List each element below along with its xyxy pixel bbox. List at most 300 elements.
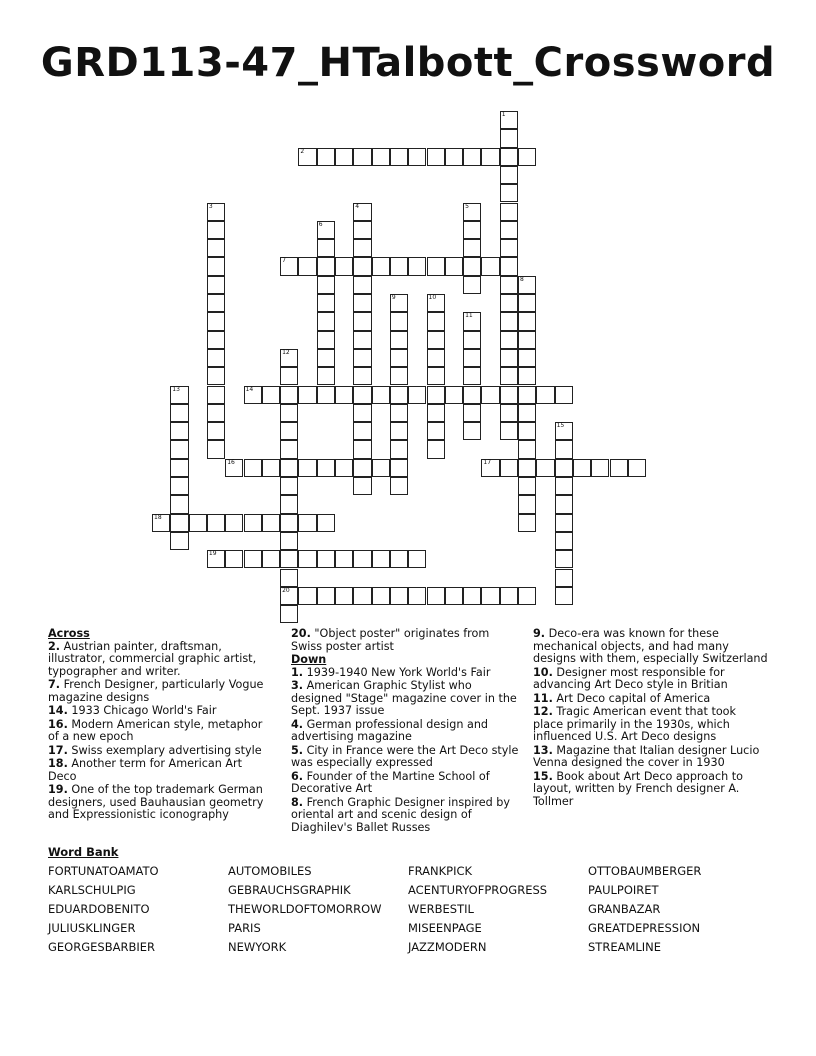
crossword-cell[interactable] xyxy=(280,495,298,513)
crossword-cell[interactable] xyxy=(317,349,335,367)
crossword-cell[interactable] xyxy=(518,367,536,385)
clue-number-label: 19. xyxy=(48,783,68,796)
crossword-cell[interactable] xyxy=(170,386,188,404)
crossword-cell[interactable] xyxy=(170,477,188,495)
crossword-cell[interactable] xyxy=(298,514,316,532)
crossword-cell[interactable] xyxy=(408,550,426,568)
crossword-cell[interactable] xyxy=(353,459,371,477)
crossword-cell[interactable] xyxy=(317,294,335,312)
clue-number-label: 9. xyxy=(533,627,546,640)
crossword-cell[interactable] xyxy=(353,422,371,440)
down-clue xyxy=(533,745,769,770)
crossword-cell[interactable] xyxy=(463,404,481,422)
crossword-cell[interactable] xyxy=(445,386,463,404)
clue-text: German professional design and advertising magazine xyxy=(291,717,489,743)
crossword-cell[interactable] xyxy=(317,386,335,404)
clue-number: 19 xyxy=(208,550,217,558)
crossword-cell[interactable] xyxy=(372,257,390,275)
crossword-cell[interactable] xyxy=(280,440,298,458)
crossword-cell[interactable] xyxy=(298,587,316,605)
crossword-cell[interactable] xyxy=(317,367,335,385)
crossword-cell[interactable] xyxy=(298,386,316,404)
crossword-cell[interactable] xyxy=(518,386,536,404)
crossword-cell[interactable] xyxy=(170,495,188,513)
crossword-cell[interactable] xyxy=(500,166,518,184)
clue-number: 9 xyxy=(391,294,396,301)
crossword-cell[interactable] xyxy=(280,257,298,275)
clue-number-label: 4. xyxy=(291,717,304,731)
crossword-cell[interactable] xyxy=(390,386,408,404)
word-bank-item: PARIS xyxy=(228,921,261,935)
crossword-cell[interactable] xyxy=(427,386,445,404)
crossword-cell[interactable] xyxy=(463,587,481,605)
crossword-cell[interactable] xyxy=(500,294,518,312)
crossword-cell[interactable] xyxy=(518,331,536,349)
crossword-cell[interactable] xyxy=(280,404,298,422)
crossword-cell[interactable] xyxy=(335,386,353,404)
word-bank-item: JULIUSKLINGER xyxy=(48,921,136,935)
crossword-cell[interactable] xyxy=(152,514,170,532)
clue-number: 6 xyxy=(318,220,323,228)
clues-column-right xyxy=(533,628,769,809)
clue-number: 17 xyxy=(483,458,492,466)
crossword-cell[interactable] xyxy=(262,459,280,477)
crossword-cell[interactable] xyxy=(500,404,518,422)
crossword-cell[interactable] xyxy=(280,386,298,404)
crossword-cell[interactable] xyxy=(353,550,371,568)
crossword-cell[interactable] xyxy=(390,331,408,349)
clue-number-label: 18. xyxy=(48,757,68,770)
crossword-cell[interactable] xyxy=(463,221,481,239)
crossword-cell[interactable] xyxy=(427,257,445,275)
clue-number: 3 xyxy=(208,202,213,210)
crossword-cell[interactable] xyxy=(500,221,518,239)
crossword-cell[interactable] xyxy=(500,312,518,330)
crossword-cell[interactable] xyxy=(280,550,298,568)
crossword-cell[interactable] xyxy=(372,386,390,404)
crossword-cell[interactable] xyxy=(518,422,536,440)
crossword-cell[interactable] xyxy=(225,550,243,568)
crossword-cell[interactable] xyxy=(427,367,445,385)
crossword-cell[interactable] xyxy=(390,148,408,166)
crossword-cell[interactable] xyxy=(427,587,445,605)
crossword-cell[interactable] xyxy=(481,257,499,275)
crossword-cell[interactable] xyxy=(500,367,518,385)
page-title: GRD113-47_HTalbott_Crossword xyxy=(40,40,776,86)
crossword-cell[interactable] xyxy=(500,422,518,440)
crossword-cell[interactable] xyxy=(628,459,646,477)
crossword-cell[interactable] xyxy=(207,550,225,568)
crossword-cell[interactable] xyxy=(463,312,481,330)
crossword-cell[interactable] xyxy=(372,459,390,477)
crossword-cell[interactable] xyxy=(463,239,481,257)
word-bank-item: GEORGESBARBIER xyxy=(48,940,155,954)
crossword-cell[interactable] xyxy=(427,404,445,422)
clue-text: 1933 Chicago World's Fair xyxy=(71,704,217,717)
clue-number: 8 xyxy=(520,275,524,283)
crossword-cell[interactable] xyxy=(207,312,225,330)
crossword-cell[interactable] xyxy=(500,239,518,257)
crossword-cell[interactable] xyxy=(207,294,225,312)
clue-number: 18 xyxy=(154,513,162,521)
clue-number: 2 xyxy=(300,147,305,155)
crossword-cell[interactable] xyxy=(555,514,573,532)
crossword-cell[interactable] xyxy=(317,257,335,275)
crossword-cell[interactable] xyxy=(207,349,225,367)
crossword-cell[interactable] xyxy=(280,422,298,440)
crossword-cell[interactable] xyxy=(500,459,518,477)
clue-text: Deco-era was known for these mechanical objects, and had many designs with them, especially Switzerland xyxy=(533,627,768,665)
crossword-cell[interactable] xyxy=(518,514,536,532)
crossword-cell[interactable] xyxy=(481,148,499,166)
clue-number: 10 xyxy=(428,294,437,301)
clue-number-label: 11. xyxy=(533,691,553,705)
crossword-cell[interactable] xyxy=(317,587,335,605)
clue-number-label: 16. xyxy=(48,717,68,731)
crossword-cell[interactable] xyxy=(427,312,445,330)
crossword-cell[interactable] xyxy=(170,440,188,458)
clue-text: Book about Art Deco approach to layout, written by French designer A. Tollmer xyxy=(533,769,744,808)
clue-number-label: 15. xyxy=(533,769,553,783)
crossword-cell[interactable] xyxy=(207,367,225,385)
crossword-cell[interactable] xyxy=(353,587,371,605)
crossword-cell[interactable] xyxy=(390,477,408,495)
crossword-cell[interactable] xyxy=(353,386,371,404)
crossword-cell[interactable] xyxy=(463,349,481,367)
crossword-cell[interactable] xyxy=(317,239,335,257)
word-bank-item: AUTOMOBILES xyxy=(228,864,312,878)
crossword-cell[interactable] xyxy=(427,148,445,166)
crossword-cell[interactable] xyxy=(317,331,335,349)
crossword-cell[interactable] xyxy=(170,404,188,422)
crossword-cell[interactable] xyxy=(207,276,225,294)
clue-text: Magazine that Italian designer Lucio Venna designed the cover in 1930 xyxy=(533,743,760,769)
crossword-cell[interactable] xyxy=(280,587,298,605)
crossword-cell[interactable] xyxy=(610,459,628,477)
crossword-cell[interactable] xyxy=(390,440,408,458)
crossword-cell[interactable] xyxy=(463,422,481,440)
crossword-cell[interactable] xyxy=(335,587,353,605)
crossword-cell[interactable] xyxy=(463,276,481,294)
crossword-cell[interactable] xyxy=(500,587,518,605)
clue-text: Another term for American Art Deco xyxy=(48,757,242,783)
crossword-cell[interactable] xyxy=(555,440,573,458)
crossword-cell[interactable] xyxy=(445,587,463,605)
crossword-cell[interactable] xyxy=(500,276,518,294)
crossword-cell[interactable] xyxy=(280,367,298,385)
crossword-cell[interactable] xyxy=(280,532,298,550)
crossword-cell[interactable] xyxy=(463,203,481,221)
crossword-cell[interactable] xyxy=(463,367,481,385)
crossword-cell[interactable] xyxy=(500,129,518,147)
crossword-cell[interactable] xyxy=(207,331,225,349)
crossword-cell[interactable] xyxy=(207,440,225,458)
crossword-cell[interactable] xyxy=(280,477,298,495)
crossword-cell[interactable] xyxy=(353,294,371,312)
crossword-cell[interactable] xyxy=(244,514,262,532)
word-bank-item: THEWORLDOFTOMORROW xyxy=(228,902,382,916)
crossword-cell[interactable] xyxy=(170,514,188,532)
across-clue xyxy=(291,628,521,653)
down-clue xyxy=(291,745,521,770)
word-bank-item: STREAMLINE xyxy=(588,940,662,954)
word-bank-item: WERBESTIL xyxy=(408,902,474,916)
crossword-cell[interactable] xyxy=(408,257,426,275)
crossword-cell[interactable] xyxy=(518,294,536,312)
crossword-cell[interactable] xyxy=(536,386,554,404)
across-clue xyxy=(48,679,273,704)
clue-text: French Graphic Designer inspired by oriental art and scenic design of Diaghilev's Ballet Russes xyxy=(291,795,511,834)
crossword-cell[interactable] xyxy=(518,404,536,422)
crossword-cell[interactable] xyxy=(207,257,225,275)
word-bank-item: OTTOBAUMBERGER xyxy=(588,864,702,878)
crossword-cell[interactable] xyxy=(408,148,426,166)
down-clue xyxy=(291,667,521,680)
crossword-cell[interactable] xyxy=(317,514,335,532)
crossword-cell[interactable] xyxy=(353,276,371,294)
crossword-cell[interactable] xyxy=(390,404,408,422)
crossword-cell[interactable] xyxy=(207,404,225,422)
crossword-cell[interactable] xyxy=(335,459,353,477)
crossword-cell[interactable] xyxy=(518,349,536,367)
crossword-cell[interactable] xyxy=(317,221,335,239)
crossword-cell[interactable] xyxy=(555,459,573,477)
crossword-cell[interactable] xyxy=(408,386,426,404)
crossword-cell[interactable] xyxy=(427,422,445,440)
crossword-cell[interactable] xyxy=(317,312,335,330)
across-clue xyxy=(48,719,273,744)
crossword-cell[interactable] xyxy=(207,239,225,257)
crossword-cell[interactable] xyxy=(372,148,390,166)
clue-number-label: 8. xyxy=(291,795,304,809)
crossword-cell[interactable] xyxy=(390,550,408,568)
crossword-cell[interactable] xyxy=(555,386,573,404)
crossword-cell[interactable] xyxy=(390,257,408,275)
clue-text: City in France were the Art Deco style was especially expressed xyxy=(291,743,519,769)
crossword-cell[interactable] xyxy=(500,349,518,367)
crossword-cell[interactable] xyxy=(518,477,536,495)
crossword-cell[interactable] xyxy=(170,459,188,477)
crossword-cell[interactable] xyxy=(500,203,518,221)
word-bank-item: JAZZMODERN xyxy=(408,940,487,954)
crossword-cell[interactable] xyxy=(500,184,518,202)
clue-number: 1 xyxy=(501,111,506,118)
crossword-cell[interactable] xyxy=(353,257,371,275)
clue-text: Designer most responsible for advancing Art Deco style in Britian xyxy=(533,665,728,691)
crossword-cell[interactable] xyxy=(390,587,408,605)
crossword-cell[interactable] xyxy=(555,569,573,587)
crossword-cell[interactable] xyxy=(207,514,225,532)
crossword-cell[interactable] xyxy=(280,514,298,532)
crossword-cell[interactable] xyxy=(353,477,371,495)
crossword-cell[interactable] xyxy=(317,276,335,294)
clue-text: Tragic American event that took place primarily in the 1930s, which influenced U.S. Art Deco designs xyxy=(533,705,736,743)
crossword-cell[interactable] xyxy=(225,459,243,477)
clue-number-label: 14. xyxy=(48,704,68,717)
crossword-cell[interactable] xyxy=(390,349,408,367)
clue-number-label: 10. xyxy=(533,665,553,679)
crossword-cell[interactable] xyxy=(244,459,262,477)
crossword-cell[interactable] xyxy=(372,587,390,605)
down-clue xyxy=(291,680,521,718)
crossword-cell[interactable] xyxy=(280,569,298,587)
crossword-cell[interactable] xyxy=(481,459,499,477)
crossword-cell[interactable] xyxy=(353,203,371,221)
clue-text: Modern American style, metaphor of a new epoch xyxy=(48,717,263,743)
crossword-cell[interactable] xyxy=(390,312,408,330)
crossword-cell[interactable] xyxy=(445,148,463,166)
crossword-cell[interactable] xyxy=(262,514,280,532)
clue-number: 4 xyxy=(355,202,360,210)
across-clue xyxy=(48,758,273,783)
crossword-cell[interactable] xyxy=(481,587,499,605)
clue-number-label: 3. xyxy=(291,679,304,692)
clue-number-label: 1. xyxy=(291,665,304,679)
word-bank-item: PAULPOIRET xyxy=(588,883,659,897)
crossword-cell[interactable] xyxy=(390,367,408,385)
word-bank xyxy=(48,864,768,955)
crossword-cell[interactable] xyxy=(317,459,335,477)
crossword-cell[interactable] xyxy=(353,239,371,257)
crossword-cell[interactable] xyxy=(353,404,371,422)
crossword-cell[interactable] xyxy=(353,331,371,349)
crossword-cell[interactable] xyxy=(555,495,573,513)
crossword-cell[interactable] xyxy=(518,459,536,477)
crossword-cell[interactable] xyxy=(280,349,298,367)
crossword-cell[interactable] xyxy=(427,349,445,367)
crossword-cell[interactable] xyxy=(353,440,371,458)
crossword-cell[interactable] xyxy=(317,550,335,568)
word-bank-item: FORTUNATOAMATO xyxy=(48,864,159,878)
crossword-cell[interactable] xyxy=(518,495,536,513)
crossword-cell[interactable] xyxy=(353,148,371,166)
down-clue xyxy=(533,628,769,666)
crossword-cell[interactable] xyxy=(207,203,225,221)
crossword-cell[interactable] xyxy=(262,386,280,404)
clue-text: "Object poster" originates from Swiss poster artist xyxy=(291,627,490,653)
crossword-cell[interactable] xyxy=(427,440,445,458)
crossword-cell[interactable] xyxy=(280,459,298,477)
crossword-cell[interactable] xyxy=(427,294,445,312)
crossword-cell[interactable] xyxy=(500,386,518,404)
crossword-cell[interactable] xyxy=(170,532,188,550)
crossword-cell[interactable] xyxy=(335,550,353,568)
crossword-cell[interactable] xyxy=(317,148,335,166)
crossword-cell[interactable] xyxy=(536,459,554,477)
crossword-cell[interactable] xyxy=(555,587,573,605)
word-bank-item: GREATDEPRESSION xyxy=(588,921,701,935)
crossword-cell[interactable] xyxy=(189,514,207,532)
crossword-cell[interactable] xyxy=(555,532,573,550)
word-bank-item: KARLSCHULPIG xyxy=(48,883,136,897)
crossword-cell[interactable] xyxy=(170,422,188,440)
crossword-cell[interactable] xyxy=(408,587,426,605)
down-clue xyxy=(533,771,769,809)
clue-number-label: 7. xyxy=(48,678,61,691)
clue-number: 13 xyxy=(172,385,180,393)
across-clues-column xyxy=(48,628,273,823)
crossword-cell[interactable] xyxy=(298,550,316,568)
crossword-cell[interactable] xyxy=(518,312,536,330)
across-clue xyxy=(48,641,273,679)
crossword-cell[interactable] xyxy=(463,386,481,404)
clue-number-label: 12. xyxy=(533,705,553,718)
crossword-cell[interactable] xyxy=(463,257,481,275)
crossword-cell[interactable] xyxy=(353,367,371,385)
crossword-cell[interactable] xyxy=(280,605,298,623)
word-bank-item: MISEENPAGE xyxy=(408,921,482,935)
clue-text: Art Deco capital of America xyxy=(556,691,711,705)
crossword-cell[interactable] xyxy=(573,459,591,477)
down-clue xyxy=(291,771,521,796)
down-heading: Down xyxy=(291,653,327,666)
clue-number-label: 17. xyxy=(48,743,68,757)
crossword-cell[interactable] xyxy=(244,386,262,404)
crossword-cell[interactable] xyxy=(463,148,481,166)
crossword-cell[interactable] xyxy=(335,257,353,275)
crossword-cell[interactable] xyxy=(207,221,225,239)
across-clue xyxy=(48,745,273,758)
word-bank-item: EDUARDOBENITO xyxy=(48,902,150,916)
crossword-cell[interactable] xyxy=(353,221,371,239)
crossword-cell[interactable] xyxy=(390,459,408,477)
crossword-cell[interactable] xyxy=(555,477,573,495)
crossword-cell[interactable] xyxy=(427,331,445,349)
across-heading: Across xyxy=(48,627,90,640)
crossword-cell[interactable] xyxy=(555,422,573,440)
clue-text: Swiss exemplary advertising style xyxy=(71,743,262,757)
crossword-cell[interactable] xyxy=(463,331,481,349)
crossword-cell[interactable] xyxy=(591,459,609,477)
clue-text: Founder of the Martine School of Decorative Art xyxy=(291,769,490,795)
word-bank-item: ACENTURYOFPROGRESS xyxy=(408,883,548,897)
crossword-cell[interactable] xyxy=(445,257,463,275)
crossword-cell[interactable] xyxy=(207,386,225,404)
crossword-cell[interactable] xyxy=(298,459,316,477)
crossword-cell[interactable] xyxy=(262,550,280,568)
crossword-cell[interactable] xyxy=(225,514,243,532)
word-bank-item: GEBRAUCHSGRAPHIK xyxy=(228,883,351,897)
crossword-cell[interactable] xyxy=(500,111,518,129)
crossword-cell[interactable] xyxy=(518,440,536,458)
crossword-cell[interactable] xyxy=(500,148,518,166)
crossword-cell[interactable] xyxy=(390,422,408,440)
crossword-cell[interactable] xyxy=(481,386,499,404)
crossword-cell[interactable] xyxy=(518,276,536,294)
crossword-cell[interactable] xyxy=(518,587,536,605)
clue-text: American Graphic Stylist who designed "Stage" magazine cover in the Sept. 1937 issue xyxy=(291,679,517,717)
crossword-cell[interactable] xyxy=(298,148,316,166)
crossword-cell[interactable] xyxy=(500,257,518,275)
crossword-cell[interactable] xyxy=(390,294,408,312)
crossword-cell[interactable] xyxy=(298,257,316,275)
crossword-cell[interactable] xyxy=(555,550,573,568)
crossword-cell[interactable] xyxy=(335,148,353,166)
crossword-cell[interactable] xyxy=(518,148,536,166)
crossword-cell[interactable] xyxy=(207,422,225,440)
crossword-cell[interactable] xyxy=(244,550,262,568)
clue-number: 5 xyxy=(465,202,469,210)
down-clue xyxy=(533,693,769,706)
clue-number: 14 xyxy=(245,385,254,393)
crossword-cell[interactable] xyxy=(353,312,371,330)
crossword-cell[interactable] xyxy=(372,550,390,568)
word-bank-item: GRANBAZAR xyxy=(588,902,661,916)
crossword-cell[interactable] xyxy=(353,349,371,367)
down-clue xyxy=(533,706,769,744)
crossword-cell[interactable] xyxy=(500,331,518,349)
word-bank-item: NEWYORK xyxy=(228,940,287,954)
